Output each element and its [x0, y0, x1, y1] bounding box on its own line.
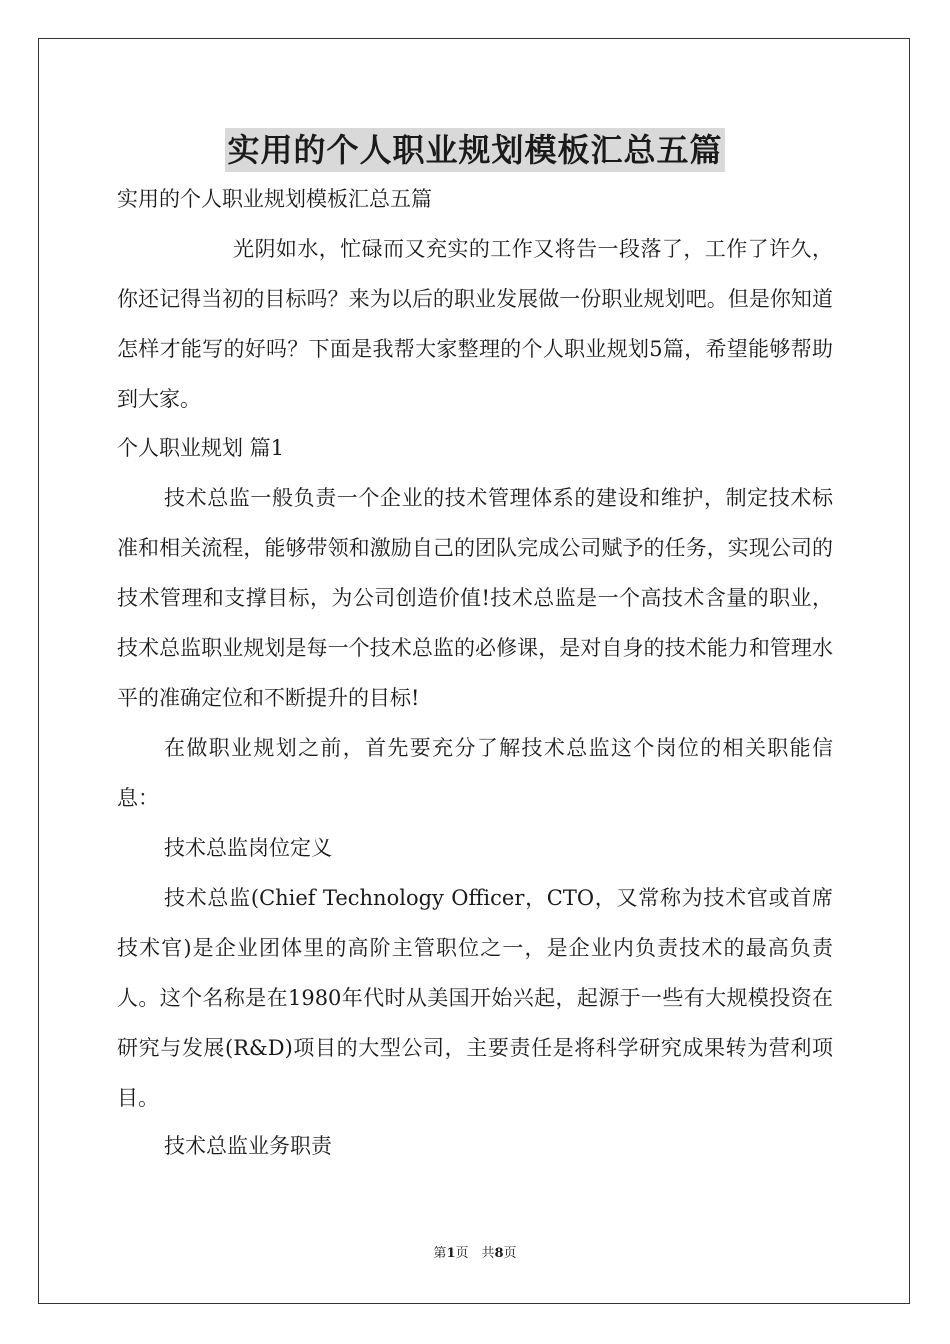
body-paragraph-2: 在做职业规划之前，首先要充分了解技术总监这个岗位的相关职能信息：: [117, 736, 833, 810]
footer-current-page: 1: [446, 1246, 456, 1261]
body-paragraph-3: 技术总监(Chief Technology Officer，CTO，又常称为技术官或首席技术官)是企业团体里的高阶主管职位之一，是企业内负责技术的最高负责人。这个名称是在1980年代时从美国开始兴起，起源于一些有大规模投资在研究与发展(R&D)项目的大型公司，主要责任是将科学研究成果转为营利项目。: [117, 886, 833, 1110]
intro-paragraph: 光阴如水，忙碌而又充实的工作又将告一段落了，工作了许久，你还记得当初的目标吗？来为以后的职业发展做一份职业规划吧。但是你知道怎样才能写的好吗？下面是我帮大家整理的个人职业规划5篇，希望能够帮助到大家。: [117, 237, 833, 411]
document-title: 实用的个人职业规划模板汇总五篇: [225, 128, 724, 172]
footer-mid: 页 共: [455, 1246, 495, 1261]
body-paragraph-1: 技术总监一般负责一个企业的技术管理体系的建设和维护，制定技术标准和相关流程，能够带领和激励自己的团队完成公司赋予的任务，实现公司的技术管理和支撑目标，为公司创造价值!技术总监是一个高技术含量的职业，技术总监职业规划是每一个技术总监的必修课，是对自身的技术能力和管理水平的准确定位和不断提升的目标!: [117, 486, 833, 710]
page-footer: [0, 1245, 950, 1263]
footer-prefix: 第: [433, 1246, 447, 1261]
footer-total-pages: 8: [494, 1246, 504, 1261]
section-heading: 个人职业规划 篇1: [117, 436, 285, 460]
document-subtitle: 实用的个人职业规划模板汇总五篇: [117, 187, 432, 211]
footer-suffix: 页: [503, 1246, 517, 1261]
title-container: [0, 128, 950, 172]
subheading-definition: 技术总监岗位定义: [164, 836, 332, 860]
subheading-duties: 技术总监业务职责: [164, 1134, 332, 1158]
